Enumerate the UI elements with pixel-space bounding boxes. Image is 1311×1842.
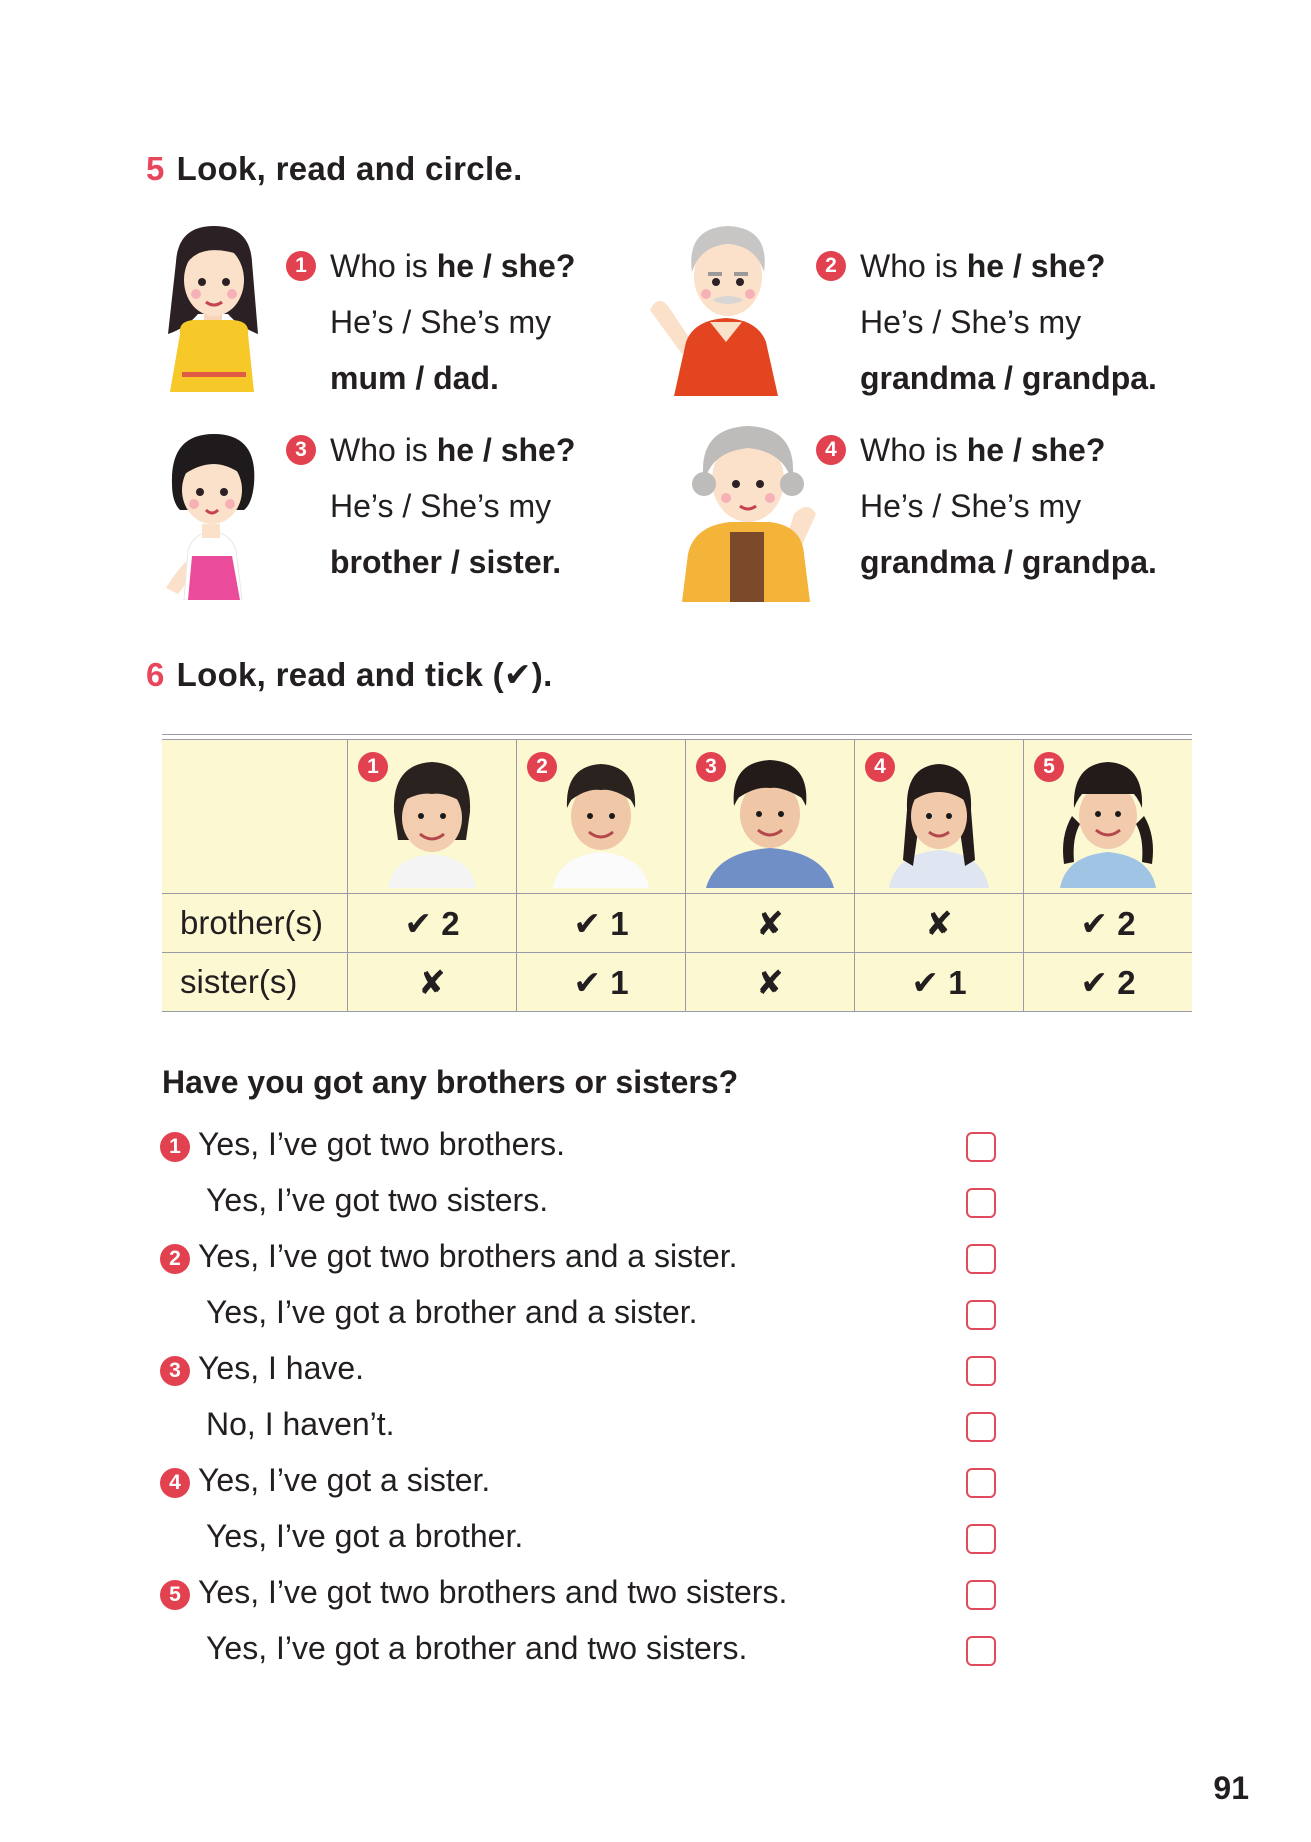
answer-option: Yes, I’ve got a brother and a sister. xyxy=(206,1294,698,1330)
choice-he-she[interactable]: he / she? xyxy=(966,432,1106,468)
exercise-instruction: Look, read and tick (✔). xyxy=(176,656,553,693)
table-bottom-rule xyxy=(162,1008,1192,1012)
answer-option xyxy=(160,1116,565,1172)
table-cell: ✔ 1 xyxy=(855,953,1024,1012)
question-text: Who is xyxy=(330,248,437,284)
answer-checkbox[interactable] xyxy=(966,1468,996,1498)
answer-checkbox[interactable] xyxy=(966,1300,996,1330)
table-cell: ✘ xyxy=(686,953,855,1012)
question-number-badge: 4 xyxy=(816,435,846,465)
choice-he-she[interactable]: he / she? xyxy=(436,248,576,284)
answer-option xyxy=(160,1228,738,1284)
answer-checkbox[interactable] xyxy=(966,1132,996,1162)
answer-number-badge: 3 xyxy=(160,1356,190,1386)
answer-text: Yes, I’ve got a sister. xyxy=(198,1462,491,1498)
answer-checkbox[interactable] xyxy=(966,1356,996,1386)
answer-checkbox[interactable] xyxy=(966,1636,996,1666)
question-number-badge: 3 xyxy=(286,435,316,465)
choice-hes-shes[interactable]: He’s / She’s my xyxy=(330,488,552,524)
table-cell: ✔ 2 xyxy=(1024,953,1193,1012)
table-cell: ✘ xyxy=(348,953,517,1012)
table-row-brothers xyxy=(162,894,1192,953)
answer-option xyxy=(160,1452,490,1508)
table-cell: ✔ 1 xyxy=(517,953,686,1012)
exercise-number: 6 xyxy=(146,656,165,693)
answer-text: Yes, I’ve got two brothers. xyxy=(198,1126,566,1162)
answer-number-badge: 4 xyxy=(160,1468,190,1498)
answer-checkbox[interactable] xyxy=(966,1524,996,1554)
child-number-badge: 2 xyxy=(527,752,557,782)
question-text: Who is xyxy=(860,432,967,468)
question-4 xyxy=(825,422,1157,590)
exercise-5-title xyxy=(146,150,523,188)
child-number-badge: 3 xyxy=(696,752,726,782)
child-photo-cell xyxy=(855,740,1024,894)
page-number: 91 xyxy=(1213,1770,1249,1806)
answer-option: Yes, I’ve got a brother and two sisters. xyxy=(206,1630,748,1666)
answer-option: Yes, I’ve got a brother. xyxy=(206,1518,524,1554)
table-cell: ✔ 2 xyxy=(1024,894,1193,953)
choice-he-she[interactable]: he / she? xyxy=(436,432,576,468)
child-photo-cell xyxy=(348,740,517,894)
child-photo-cell xyxy=(517,740,686,894)
question-1 xyxy=(295,238,576,406)
table-cell: ✘ xyxy=(855,894,1024,953)
table-corner-cell xyxy=(162,740,348,894)
answer-option: No, I haven’t. xyxy=(206,1406,395,1442)
answer-option: Yes, I’ve got two sisters. xyxy=(206,1182,549,1218)
child-photo-cell xyxy=(686,740,855,894)
question-3 xyxy=(295,422,576,590)
choice-relation[interactable]: grandma / grandpa. xyxy=(860,544,1157,580)
answer-text: Yes, I’ve got two brothers and two sisters. xyxy=(198,1574,788,1610)
answer-number-badge: 1 xyxy=(160,1132,190,1162)
answer-option xyxy=(160,1564,787,1620)
answer-checkbox[interactable] xyxy=(966,1188,996,1218)
child-number-badge: 4 xyxy=(865,752,895,782)
question-2 xyxy=(825,238,1157,406)
table-cell: ✔ 1 xyxy=(517,894,686,953)
grandma-illustration xyxy=(674,422,824,602)
answer-checkbox[interactable] xyxy=(966,1412,996,1442)
answer-checkbox[interactable] xyxy=(966,1580,996,1610)
exercise-instruction: Look, read and circle. xyxy=(176,150,523,187)
question-number-badge: 2 xyxy=(816,251,846,281)
question-text: Who is xyxy=(860,248,967,284)
grandpa-illustration xyxy=(646,222,810,396)
choice-hes-shes[interactable]: He’s / She’s my xyxy=(330,304,552,340)
woman-illustration xyxy=(158,222,268,392)
row-label: brother(s) xyxy=(162,894,348,953)
exercise-6-title xyxy=(146,655,553,694)
row-label: sister(s) xyxy=(162,953,348,1012)
girl-illustration xyxy=(158,428,266,600)
answer-text: Yes, I’ve got two brothers and a sister. xyxy=(198,1238,738,1274)
siblings-table xyxy=(162,740,1192,1012)
table-header-row xyxy=(162,740,1192,894)
child-number-badge: 5 xyxy=(1034,752,1064,782)
choice-relation[interactable]: mum / dad. xyxy=(330,360,499,396)
question-heading: Have you got any brothers or sisters? xyxy=(162,1064,739,1100)
question-number-badge: 1 xyxy=(286,251,316,281)
choice-hes-shes[interactable]: He’s / She’s my xyxy=(860,304,1082,340)
question-text: Who is xyxy=(330,432,437,468)
table-cell: ✘ xyxy=(686,894,855,953)
choice-relation[interactable]: brother / sister. xyxy=(330,544,562,580)
answer-number-badge: 2 xyxy=(160,1244,190,1274)
table-cell: ✔ 2 xyxy=(348,894,517,953)
child-number-badge: 1 xyxy=(358,752,388,782)
answer-text: Yes, I have. xyxy=(198,1350,365,1386)
choice-he-she[interactable]: he / she? xyxy=(966,248,1106,284)
exercise-number: 5 xyxy=(146,150,165,187)
answer-number-badge: 5 xyxy=(160,1580,190,1610)
table-row-sisters xyxy=(162,953,1192,1012)
answer-option xyxy=(160,1340,364,1396)
answer-checkbox[interactable] xyxy=(966,1244,996,1274)
choice-hes-shes[interactable]: He’s / She’s my xyxy=(860,488,1082,524)
choice-relation[interactable]: grandma / grandpa. xyxy=(860,360,1157,396)
child-photo-cell xyxy=(1024,740,1193,894)
